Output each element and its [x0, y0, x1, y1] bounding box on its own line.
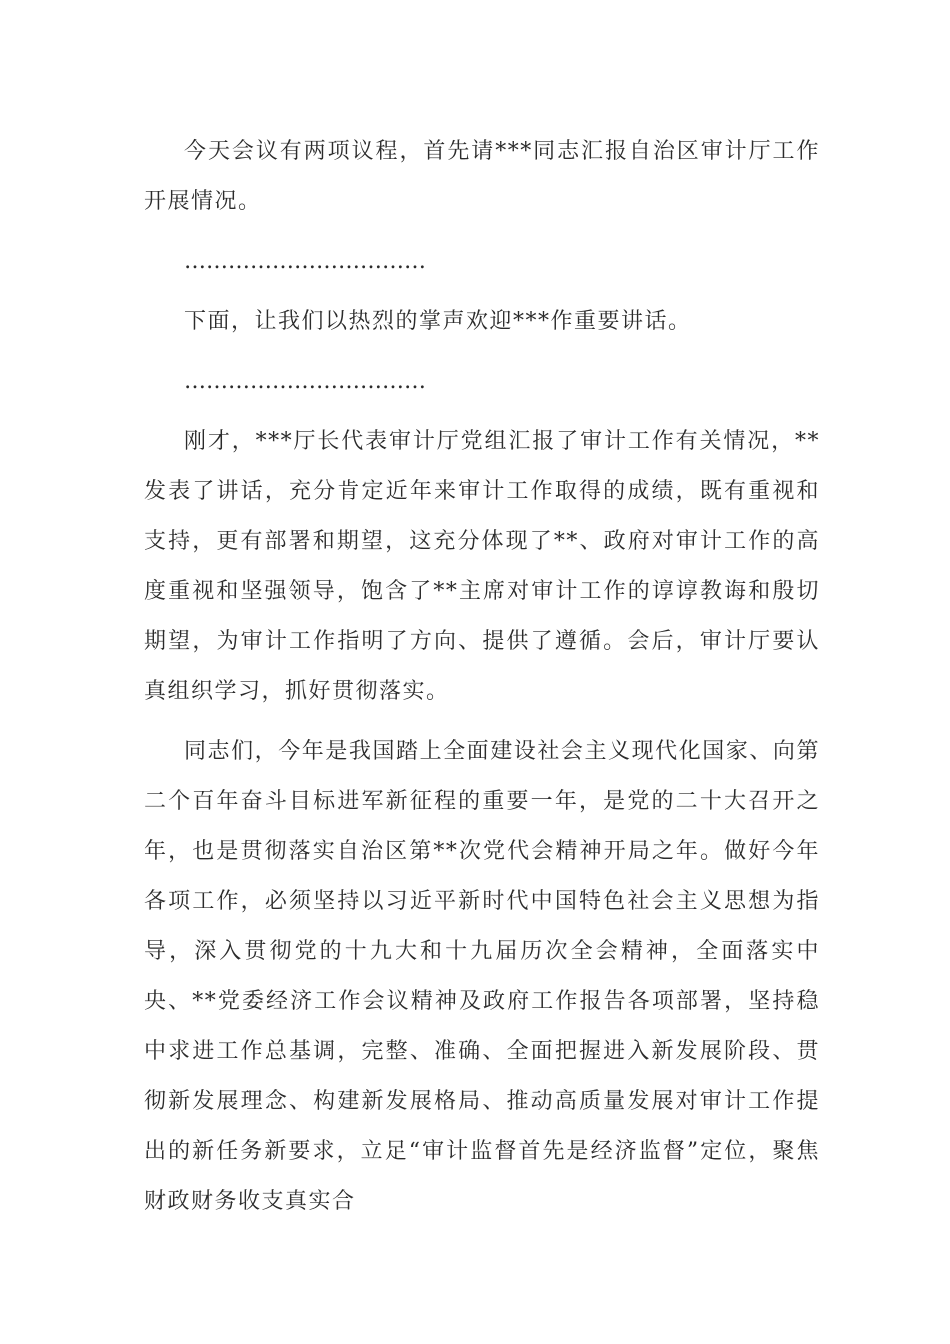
paragraph-comrades: 同志们，今年是我国踏上全面建设社会主义现代化国家、向第二个百年奋斗目标进军新征程的重要一年，是党的二十大召开之年，也是贯彻落实自治区第**次党代会精神开局之年。做好今年各项工作，必须坚持以习近平新时代中国特色社会主义思想为指导，深入贯彻党的十九大和十九届历次全会精神，全面落实中央、**党委经济工作会议精神及政府工作报告各项部署，坚持稳中求进工作总基调，完整、准确、全面把握进入新发展阶段、贯彻新发展理念、构建新发展格局、推动高质量发展对审计工作提出的新任务新要求，立足“审计监督首先是经济监督”定位，聚焦财政财务收支真实合	[144, 739, 820, 1214]
ellipsis-separator: ……………………………	[184, 249, 426, 274]
ellipsis-separator: ……………………………	[184, 369, 426, 394]
paragraph-summary: 刚才，***厅长代表审计厅党组汇报了审计工作有关情况，**发表了讲话，充分肯定近年来审计工作取得的成绩，既有重视和支持，更有部署和期望，这充分体现了**、政府对审计工作的高度重视和坚强领导，饱含了**主席对审计工作的谆谆教诲和殷切期望，为审计工作指明了方向、提供了遵循。会后，审计厅要认真组织学习，抓好贯彻落实。	[144, 429, 820, 704]
document-body	[144, 127, 820, 1237]
paragraph-welcome-speech: 下面，让我们以热烈的掌声欢迎***作重要讲话。	[184, 309, 692, 334]
paragraph-agenda: 今天会议有两项议程，首先请***同志汇报自治区审计厅工作开展情况。	[144, 139, 820, 214]
